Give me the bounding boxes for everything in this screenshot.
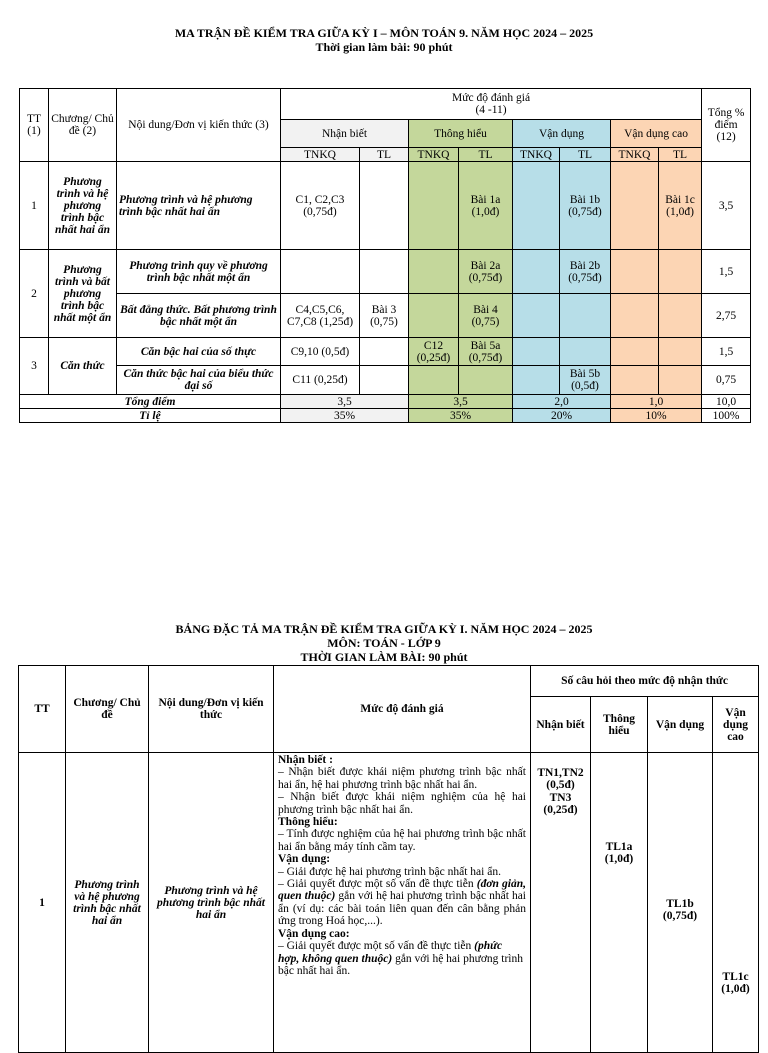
nb-q: (0,25đ) — [543, 804, 578, 817]
tong-diem-nb: 3,5 — [281, 395, 409, 409]
cell-nb-tnkq: C4,C5,C6, C7,C8 (1,25đ) — [281, 294, 360, 338]
cell-vd-tl: Bài 5b (0,5đ) — [560, 366, 611, 395]
cell-vdc-tl — [659, 250, 702, 294]
cell-vd-tl — [560, 338, 611, 366]
desc-vd-item-2 — [278, 878, 526, 928]
spec-row-description — [274, 753, 531, 1053]
matrix-title: MA TRẬN ĐỀ KIỂM TRA GIỮA KỲ I – MÔN TOÁN 9. NĂM HỌC 2024 – 2025 — [174, 26, 594, 40]
cell-nb-tl — [360, 338, 409, 366]
spec-header-count: Số câu hỏi theo mức độ nhận thức — [531, 666, 759, 697]
cell-vd-tl: Bài 2b (0,75đ) — [560, 250, 611, 294]
cell-th-tnkq — [409, 294, 459, 338]
row-tt: 2 — [20, 250, 49, 338]
cell-vdc-tnkq — [611, 294, 659, 338]
ti-le-th: 35% — [409, 409, 513, 423]
row-content: Phương trình quy về phương trình bậc nhất một ẩn — [117, 250, 281, 294]
desc-vdc-text: gắn với hệ hai phương trình bậc nhất hai ẩn. — [278, 952, 524, 977]
spec-vdc-questions — [713, 753, 759, 1053]
row-tt: 3 — [20, 338, 49, 395]
cell-th-tnkq — [409, 366, 459, 395]
vd-q: (0,75đ) — [662, 910, 698, 923]
cell-nb-tl — [360, 366, 409, 395]
cell-vdc-tnkq — [611, 162, 659, 250]
cell-nb-tl: Bài 3 (0,75) — [360, 294, 409, 338]
cell-nb-tnkq: C9,10 (0,5đ) — [281, 338, 360, 366]
spec-row-tt: 1 — [19, 753, 66, 1053]
spec-nb-questions — [531, 753, 591, 1053]
ti-le-total: 100% — [702, 409, 751, 423]
cell-vdc-tnkq — [611, 366, 659, 395]
cell-nb-tl — [360, 162, 409, 250]
cell-vd-tnkq — [513, 338, 560, 366]
desc-vd-text: – Giải quyết được một số vấn đề thực tiễn — [278, 878, 474, 891]
ti-le-vd: 20% — [513, 409, 611, 423]
desc-vdc-text: – Giải quyết được một số vấn đề thực tiễn — [278, 940, 472, 953]
matrix-table — [19, 88, 751, 423]
header-level-label: Mức độ đánh giá — [452, 92, 531, 104]
row-chapter: Căn thức — [49, 338, 117, 395]
spec-header-content: Nội dung/Đơn vị kiến thức — [149, 666, 274, 753]
cell-th-tl: Bài 1a (1,0đ) — [459, 162, 513, 250]
spec-header-level: Mức độ đánh giá — [274, 666, 531, 753]
ti-le-vdc: 10% — [611, 409, 702, 423]
desc-th-item: – Tính được nghiệm của hệ hai phương trình bậc nhất hai ẩn bằng máy tính cầm tay. — [278, 828, 526, 853]
sub-tnkq: TNKQ — [409, 148, 459, 162]
row-tt: 1 — [20, 162, 49, 250]
spec-th-questions — [591, 753, 648, 1053]
nb-q: TN1,TN2 — [537, 767, 584, 779]
cell-vd-tnkq — [513, 366, 560, 395]
spec-header-chapter: Chương/ Chủ đề — [66, 666, 149, 753]
cell-nb-tnkq: C11 (0,25đ) — [281, 366, 360, 395]
cell-vdc-tnkq — [611, 250, 659, 294]
cell-vd-tnkq — [513, 162, 560, 250]
row-content: Căn bậc hai của số thực — [117, 338, 281, 366]
spec-table — [18, 665, 759, 1053]
cell-th-tnkq — [409, 250, 459, 294]
sub-tnkq: TNKQ — [513, 148, 560, 162]
header-van-dung: Vận dụng — [513, 120, 611, 148]
cell-nb-tnkq: C1, C2,C3 (0,75đ) — [281, 162, 360, 250]
ti-le-nb: 35% — [281, 409, 409, 423]
sub-tl: TL — [560, 148, 611, 162]
cell-th-tnkq: C12 (0,25đ) — [409, 338, 459, 366]
spec-subject: MÔN: TOÁN - LỚP 9 — [327, 636, 441, 650]
cell-nb-tnkq — [281, 250, 360, 294]
spec-time: THỜI GIAN LÀM BÀI: 90 phút — [300, 650, 468, 664]
cell-th-tl: Bài 5a (0,75đ) — [459, 338, 513, 366]
spec-title: BẢNG ĐẶC TẢ MA TRẬN ĐỀ KIỂM TRA GIỮA KỲ I. NĂM HỌC 2024 – 2025 — [175, 622, 593, 636]
th-q: (1,0đ) — [604, 853, 634, 866]
row-content: Căn thức bậc hai của biểu thức đại số — [117, 366, 281, 395]
spec-header-nb: Nhận biết — [531, 697, 591, 753]
vdc-q: TL1c — [722, 971, 749, 983]
cell-th-tl: Bài 2a (0,75đ) — [459, 250, 513, 294]
sub-tnkq: TNKQ — [281, 148, 360, 162]
row-chapter: Phương trình và hệ phương trình bậc nhất hai ẩn — [49, 162, 117, 250]
spec-row-chapter: Phương trình và hệ phương trình bậc nhất hai ẩn — [66, 753, 149, 1053]
header-tt: TT (1) — [20, 89, 49, 162]
spec-header-th: Thông hiểu — [591, 697, 648, 753]
desc-th-heading: Thông hiểu: — [278, 816, 338, 829]
cell-vdc-tl — [659, 338, 702, 366]
desc-vdc-item — [278, 940, 526, 977]
sub-tl: TL — [360, 148, 409, 162]
cell-vdc-tnkq — [611, 338, 659, 366]
nb-q: (0,5đ) — [546, 779, 575, 792]
header-level-range: (4 -11) — [475, 104, 507, 116]
desc-vd-item: – Giải được hệ hai phương trình bậc nhất hai ẩn. — [278, 865, 501, 878]
cell-vd-tnkq — [513, 250, 560, 294]
tong-diem-total: 10,0 — [702, 395, 751, 409]
row-total: 2,75 — [702, 294, 751, 338]
header-thong-hieu: Thông hiểu — [409, 120, 513, 148]
cell-vd-tnkq — [513, 294, 560, 338]
desc-vdc-heading: Vận dụng cao: — [278, 927, 350, 940]
cell-vd-tl: Bài 1b (0,75đ) — [560, 162, 611, 250]
vd-q: TL1b — [666, 898, 694, 910]
sub-tl: TL — [659, 148, 702, 162]
desc-vd-emphasis: (đơn giản, quen thuộc) — [278, 878, 526, 903]
spec-header-vd: Vận dụng — [648, 697, 713, 753]
header-nhan-biet: Nhận biết — [281, 120, 409, 148]
header-van-dung-cao: Vận dụng cao — [611, 120, 702, 148]
desc-nb-heading: Nhận biết : — [278, 754, 333, 766]
th-q: TL1a — [605, 841, 633, 853]
header-chapter: Chương/ Chủ đề (2) — [49, 89, 117, 162]
vdc-q: (1,0đ) — [721, 983, 750, 996]
cell-th-tnkq — [409, 162, 459, 250]
desc-vd-heading: Vận dụng: — [278, 853, 331, 866]
cell-nb-tl — [360, 250, 409, 294]
desc-nb-item: – Nhận biết được khái niệm nghiệm của hệ hai phương trình bậc nhất hai ẩn. — [278, 791, 526, 816]
cell-vdc-tl — [659, 294, 702, 338]
desc-vd-text: gắn với hệ hai phương trình bậc nhất hai ẩn (ví dụ: các bài toán liên quan đến cân bằng phản ứng trong Hoá học,...). — [278, 890, 526, 928]
matrix-subtitle: Thời gian làm bài: 90 phút — [315, 40, 453, 54]
tong-diem-vdc: 1,0 — [611, 395, 702, 409]
header-content: Nội dung/Đơn vị kiến thức (3) — [117, 89, 281, 162]
desc-nb-item: – Nhận biết được khái niệm phương trình bậc nhất hai ẩn, hệ hai phương trình bậc nhất hai ẩn. — [278, 766, 526, 791]
sub-tnkq: TNKQ — [611, 148, 659, 162]
cell-th-tl: Bài 4 (0,75) — [459, 294, 513, 338]
tong-diem-vd: 2,0 — [513, 395, 611, 409]
row-total: 3,5 — [702, 162, 751, 250]
desc-vdc-emphasis: (phức hợp, không quen thuộc) — [278, 940, 503, 965]
header-level — [281, 89, 702, 120]
tong-diem-th: 3,5 — [409, 395, 513, 409]
header-total: Tổng % điểm (12) — [702, 89, 751, 162]
cell-th-tl — [459, 366, 513, 395]
row-content: Phương trình và hệ phương trình bậc nhất hai ẩn — [117, 162, 281, 250]
sub-tl: TL — [459, 148, 513, 162]
cell-vd-tl — [560, 294, 611, 338]
cell-vdc-tl — [659, 366, 702, 395]
cell-vdc-tl: Bài 1c (1,0đ) — [659, 162, 702, 250]
row-total: 1,5 — [702, 338, 751, 366]
nb-q: TN3 — [549, 791, 572, 804]
row-content: Bất đẳng thức. Bất phương trình bậc nhất một ẩn — [117, 294, 281, 338]
spec-header-vdc: Vận dụng cao — [713, 697, 759, 753]
ti-le-label: Tỉ lệ — [20, 409, 281, 423]
tong-diem-label: Tổng điểm — [20, 395, 281, 409]
row-total: 0,75 — [702, 366, 751, 395]
spec-vd-questions — [648, 753, 713, 1053]
row-total: 1,5 — [702, 250, 751, 294]
spec-header-tt: TT — [19, 666, 66, 753]
spec-row-content: Phương trình và hệ phương trình bậc nhất hai ẩn — [149, 753, 274, 1053]
row-chapter: Phương trình và bất phương trình bậc nhất một ẩn — [49, 250, 117, 338]
